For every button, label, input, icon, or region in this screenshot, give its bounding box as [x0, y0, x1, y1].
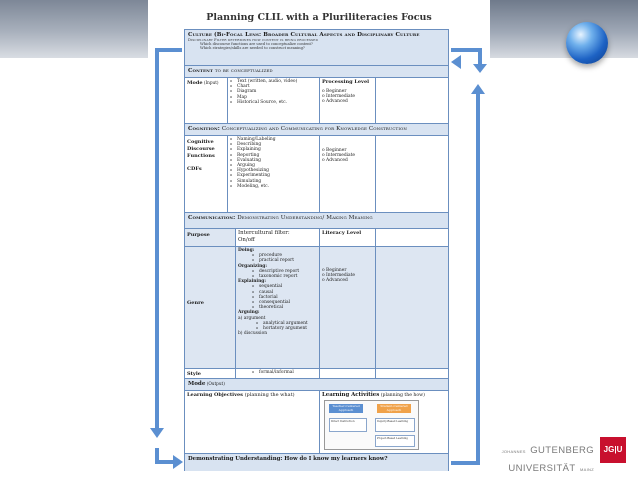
cognition-level-option: o Intermediate [322, 153, 356, 159]
intercultural-filter-label: Intercultural filter: [238, 230, 290, 236]
genre-label: Genre [187, 300, 204, 306]
cognition-empty-cell [376, 136, 448, 212]
content-empty-cell [376, 78, 448, 123]
university-name [498, 440, 594, 476]
genre-item: o analytical argument [256, 321, 317, 326]
processing-level-title: Processing Level [322, 79, 370, 85]
content-items-list [230, 79, 317, 105]
purpose-row [185, 229, 448, 247]
cognition-item: o Reporting [230, 153, 317, 158]
purpose-label: Purpose [187, 232, 210, 238]
genre-explaining-list [238, 284, 317, 310]
genre-item: o theoretical [252, 305, 317, 310]
mode-output-label: Mode [188, 381, 206, 387]
cognition-label-line: Functions [187, 153, 215, 159]
genre-item: o factorial [252, 295, 317, 300]
genre-item: o sequential [252, 284, 317, 289]
cognition-item: o Simulating [230, 179, 317, 184]
genre-item: o practical report [252, 258, 317, 263]
purpose-label-cell [185, 229, 236, 246]
content-mode-label: Mode [187, 80, 203, 86]
content-item: o Text (written, audio, video) [230, 79, 317, 84]
literacy-level-option: o Intermediate [322, 273, 356, 279]
cognition-item: o Describing [230, 142, 317, 147]
processing-level-option: o Intermediate [322, 94, 356, 100]
mode-output-note: (Output) [205, 381, 225, 386]
genre-arguing: Arguing: [238, 310, 260, 316]
style-row [185, 369, 448, 379]
content-item: o Diagram [230, 89, 317, 94]
document-title: Planning CLIL with a Pluriliteracies Focus [206, 12, 432, 23]
culture-bullet-1: Which discourse functions are used to conceptualize content? [200, 42, 313, 47]
culture-subline: Disciplinary Filter determines how content is being processed [188, 38, 318, 42]
communication-header-bold: Communication: [188, 215, 236, 221]
genre-arguing-b: b) discussion [238, 331, 268, 337]
cognition-level-option: o Advanced [322, 158, 348, 164]
objectives-row [185, 391, 448, 454]
genre-arguing-list [238, 321, 317, 331]
literacy-level-option: o Beginner [322, 268, 347, 273]
genre-arguing-a: a) argument [238, 315, 266, 321]
communication-header-rest: Demonstrating Understanding/ Making Meaning [235, 215, 373, 221]
inquiry-learning-box: Inquiry-Based Learning [375, 418, 415, 432]
cognition-item: o Naming/Labeling [230, 137, 317, 142]
communication-section-header [185, 213, 448, 229]
processing-level-cell [320, 78, 376, 123]
mode-output-row [185, 379, 448, 391]
literacy-level-option: o Advanced [322, 278, 348, 284]
genre-level-cell [320, 247, 376, 368]
content-section-header [185, 66, 448, 78]
culture-section [185, 30, 448, 66]
content-mode-row [185, 78, 448, 124]
learning-objectives-cell [185, 391, 320, 453]
literacy-level-cell [320, 229, 376, 246]
style-label-cell [185, 369, 236, 378]
univ-johannes: JOHANNES [501, 449, 526, 454]
learning-activities-label: Learning Activities [322, 392, 380, 398]
genre-doing-list [238, 253, 317, 263]
culture-header: Culture (Bi-Focal Lens: Broader Cultural Aspects and Disciplinary Culture [188, 32, 420, 38]
style-value-list [238, 370, 317, 375]
processing-level-option: o Advanced [322, 99, 348, 105]
content-item: o Historical Source, etc. [230, 100, 317, 105]
culture-bullet-2: Which strategies/skills are needed to construct meaning? [200, 46, 305, 51]
intercultural-cell [236, 229, 320, 246]
purpose-empty-cell [376, 229, 448, 246]
content-mode-cell [185, 78, 228, 123]
learning-activities-label-wrap [322, 392, 446, 399]
genre-doing: Doing: [238, 248, 255, 253]
genre-row [185, 247, 448, 369]
style-empty-cell-2 [376, 369, 448, 378]
university-name-bottom [498, 458, 594, 476]
style-value-cell [236, 369, 320, 378]
intercultural-filter-value: On/off [238, 237, 255, 243]
student-centered-box: Student-Centered Approach [377, 404, 411, 413]
cognition-label-cell [185, 136, 228, 212]
planning-sheet [184, 29, 449, 471]
cognition-item: o Modeling, etc. [230, 184, 317, 189]
content-item: o Map [230, 95, 317, 100]
direct-instruction-box: Direct Instruction [329, 418, 367, 432]
cognition-row [185, 136, 448, 213]
cognition-item: o Arguing [230, 163, 317, 168]
learning-activities-note: (planning the how) [379, 393, 425, 398]
arrow-left-icon [451, 55, 461, 69]
cycle-arrow-top-right [451, 48, 481, 52]
cognition-items-cell [228, 136, 320, 212]
cdfs-label: CDFs [187, 166, 202, 172]
university-name-top [498, 440, 594, 458]
genre-item: o consequential [252, 300, 317, 305]
arrow-down-right-icon [473, 64, 487, 73]
cycle-arrow-top-left [157, 48, 182, 52]
arrow-down-icon [150, 428, 164, 438]
genre-item: o descriptive report [252, 269, 317, 274]
genre-item: o taxonomic report [252, 274, 317, 279]
demonstrating-understanding-row [185, 454, 448, 471]
cognition-section-header [185, 124, 448, 136]
cognition-header-bold: Cognition: [188, 126, 220, 132]
cognition-label-line: Cognitive [187, 139, 214, 145]
jgu-logo-icon: JG|U [600, 437, 626, 463]
decorative-orb-icon [566, 22, 608, 64]
genre-item: o hortatory argument [256, 326, 317, 331]
genre-organizing: Organizing: [238, 263, 267, 269]
genre-item: o causal [252, 290, 317, 295]
activities-diagram [324, 400, 419, 450]
cognition-item: o Hypothesizing [230, 168, 317, 173]
teacher-centered-box: Teacher-Centered Approach [329, 404, 363, 413]
processing-level-option: o Beginner [322, 89, 347, 94]
content-header-rest: to be conceptualized [212, 68, 273, 74]
literacy-level-title: Literacy Level [322, 230, 362, 236]
content-mode-note: (Input) [202, 80, 219, 85]
cognition-header-rest: Conceptualizing and Communicating for Knowledge Construction [219, 126, 407, 132]
cognition-label-line: Discourse [187, 146, 215, 152]
content-item: o Chart [230, 84, 317, 89]
cognition-item: o Explaining [230, 147, 317, 152]
univ-mainz: MAINZ [580, 467, 594, 472]
cognition-items-list [230, 137, 317, 189]
cognition-level-cell [320, 136, 376, 212]
genre-empty-cell [376, 247, 448, 368]
demonstrating-understanding-label: Demonstrating Understanding: How do I know my learners know? [188, 456, 388, 462]
learning-objectives-note: (planning the what) [242, 392, 295, 398]
cognition-level-option: o Beginner [322, 148, 347, 153]
cognition-item: o Experimenting [230, 173, 317, 178]
univ-gutenberg: GUTENBERG [530, 445, 594, 456]
background-band-left [0, 0, 148, 58]
learning-objectives-label-wrap [187, 392, 317, 399]
genre-label-cell [185, 247, 236, 368]
learning-activities-cell [320, 391, 448, 453]
project-learning-box: Project-Based Learning [375, 435, 415, 447]
background-band-right [490, 0, 638, 58]
content-header-bold: Content [188, 68, 213, 74]
cycle-arrow-left-icon [155, 48, 159, 433]
genre-items-cell [236, 247, 320, 368]
style-value: o formal/informal [252, 370, 317, 375]
genre-explaining: Explaining: [238, 279, 266, 285]
content-items-cell [228, 78, 320, 123]
learning-objectives-label: Learning Objectives [187, 392, 243, 398]
genre-item: o procedure [252, 253, 317, 258]
style-empty-cell [320, 369, 376, 378]
univ-universitaet: UNIVERSITÄT [508, 463, 576, 474]
arrow-right-icon [173, 455, 183, 469]
cycle-arrow-bottom-right [451, 461, 480, 465]
genre-organizing-list [238, 269, 317, 279]
content-mode-label-wrap [187, 79, 225, 87]
cycle-arrow-right-icon [476, 93, 480, 465]
cognition-item: o Evaluating [230, 158, 317, 163]
style-label: Style [187, 371, 201, 377]
cycle-arrow-bottom-left-h [155, 460, 175, 464]
